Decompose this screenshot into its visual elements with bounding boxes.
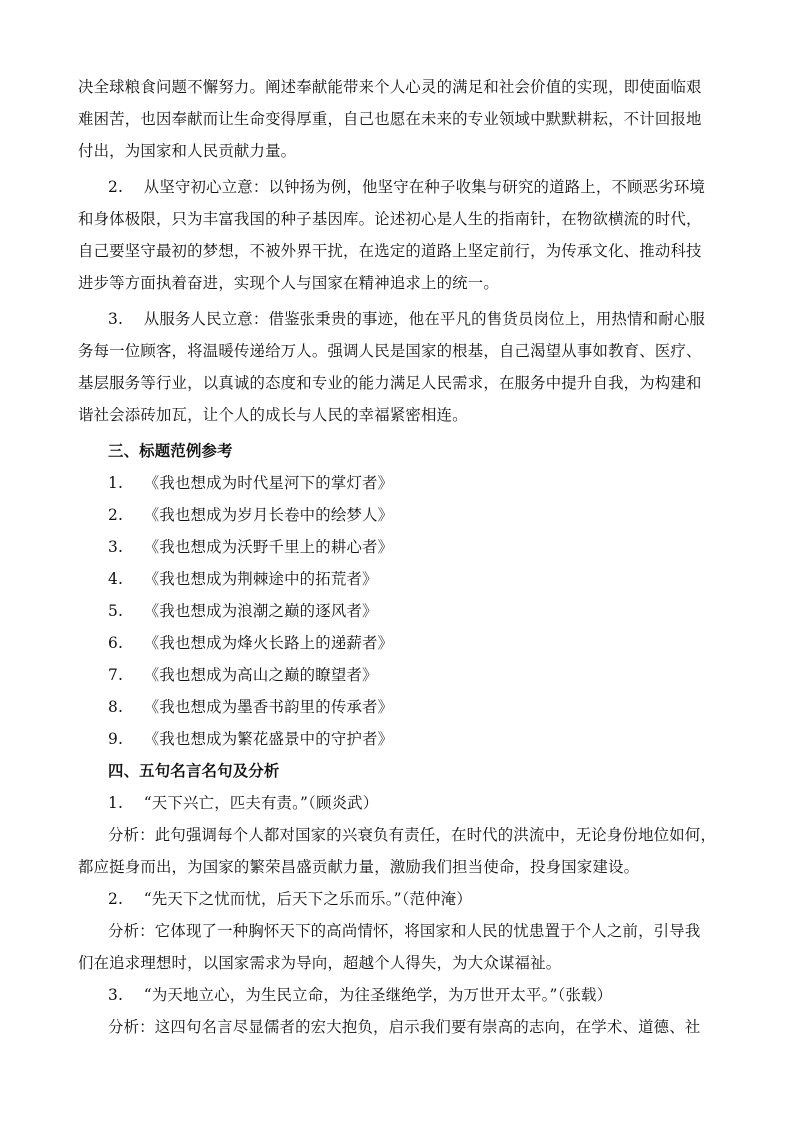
paragraph-line: 都应挺身而出，为国家的繁荣昌盛贡献力量，激励我们担当使命，投身国家建设。 [78, 858, 640, 876]
title-example-item: 1. 《我也想成为时代星河下的掌灯者》 [108, 474, 394, 492]
paragraph-line: 务每一位顾客，将温暖传递给万人。强调人民是国家的根基，自己渴望从事如教育、医疗、 [78, 342, 702, 360]
paragraph-line: 付出，为国家和人民贡献力量。 [78, 142, 297, 160]
analysis-line: 分析：这四句名言尽显儒者的宏大抱负，启示我们要有崇高的志向，在学术、道德、社 [108, 1018, 701, 1036]
title-example-item: 9. 《我也想成为繁花盛景中的守护者》 [108, 730, 394, 748]
title-example-item: 8. 《我也想成为墨香书韵里的传承者》 [108, 698, 394, 716]
title-example-item: 7. 《我也想成为高山之巅的瞭望者》 [108, 666, 378, 684]
paragraph-line: 和身体极限，只为丰富我国的种子基因库。论述初心是人生的指南针，在物欲横流的时代， [78, 210, 702, 228]
numbered-paragraph-start: 2. 从坚守初心立意：以钟扬为例，他坚守在种子收集与研究的道路上，不顾恶劣环境 [108, 178, 706, 196]
paragraph-line: 难困苦，也因奉献而让生命变得厚重，自己也愿在未来的专业领域中默默耕耘，不计回报地 [78, 110, 702, 128]
title-example-item: 4. 《我也想成为荆棘途中的拓荒者》 [108, 570, 378, 588]
quote-item: 1. “天下兴亡，匹夫有责。”（顾炎武） [108, 794, 379, 812]
paragraph-line: 自己要坚守最初的梦想，不被外界干扰，在选定的道路上坚定前行，为传承文化、推动科技 [78, 242, 702, 260]
title-example-item: 6. 《我也想成为烽火长路上的递薪者》 [108, 634, 394, 652]
title-example-item: 5. 《我也想成为浪潮之巅的逐风者》 [108, 602, 378, 620]
quote-item: 3. “为天地立心，为生民立命，为往圣继绝学，为万世开太平。”（张载） [108, 986, 613, 1004]
paragraph-line: 决全球粮食问题不懈努力。阐述奉献能带来个人心灵的满足和社会价值的实现，即使面临艰 [78, 78, 702, 96]
title-example-item: 3. 《我也想成为沃野千里上的耕心者》 [108, 538, 394, 556]
paragraph-line: 谐社会添砖加瓦，让个人的成长与人民的幸福紧密相连。 [78, 406, 468, 424]
section-heading: 四、五句名言名句及分析 [108, 762, 280, 780]
analysis-line: 分析：此句强调每个人都对国家的兴衰负有责任，在时代的洪流中，无论身份地位如何， [108, 826, 717, 844]
numbered-paragraph-start: 3. 从服务人民立意：借鉴张秉贵的事迹，他在平凡的售货员岗位上，用热情和耐心服 [108, 310, 706, 328]
title-example-item: 2. 《我也想成为岁月长卷中的绘梦人》 [108, 506, 394, 524]
analysis-line: 分析：它体现了一种胸怀天下的高尚情怀，将国家和人民的忧患置于个人之前，引导我 [108, 922, 701, 940]
paragraph-line: 基层服务等行业，以真诚的态度和专业的能力满足人民需求，在服务中提升自我，为构建和 [78, 374, 702, 392]
section-heading: 三、标题范例参考 [108, 442, 233, 460]
paragraph-line: 进步等方面执着奋进，实现个人与国家在精神追求上的统一。 [78, 274, 499, 292]
paragraph-line: 们在追求理想时，以国家需求为导向，超越个人得失，为大众谋福祉。 [78, 954, 562, 972]
quote-item: 2. “先天下之忧而忧，后天下之乐而乐。”（范仲淹） [108, 890, 472, 908]
